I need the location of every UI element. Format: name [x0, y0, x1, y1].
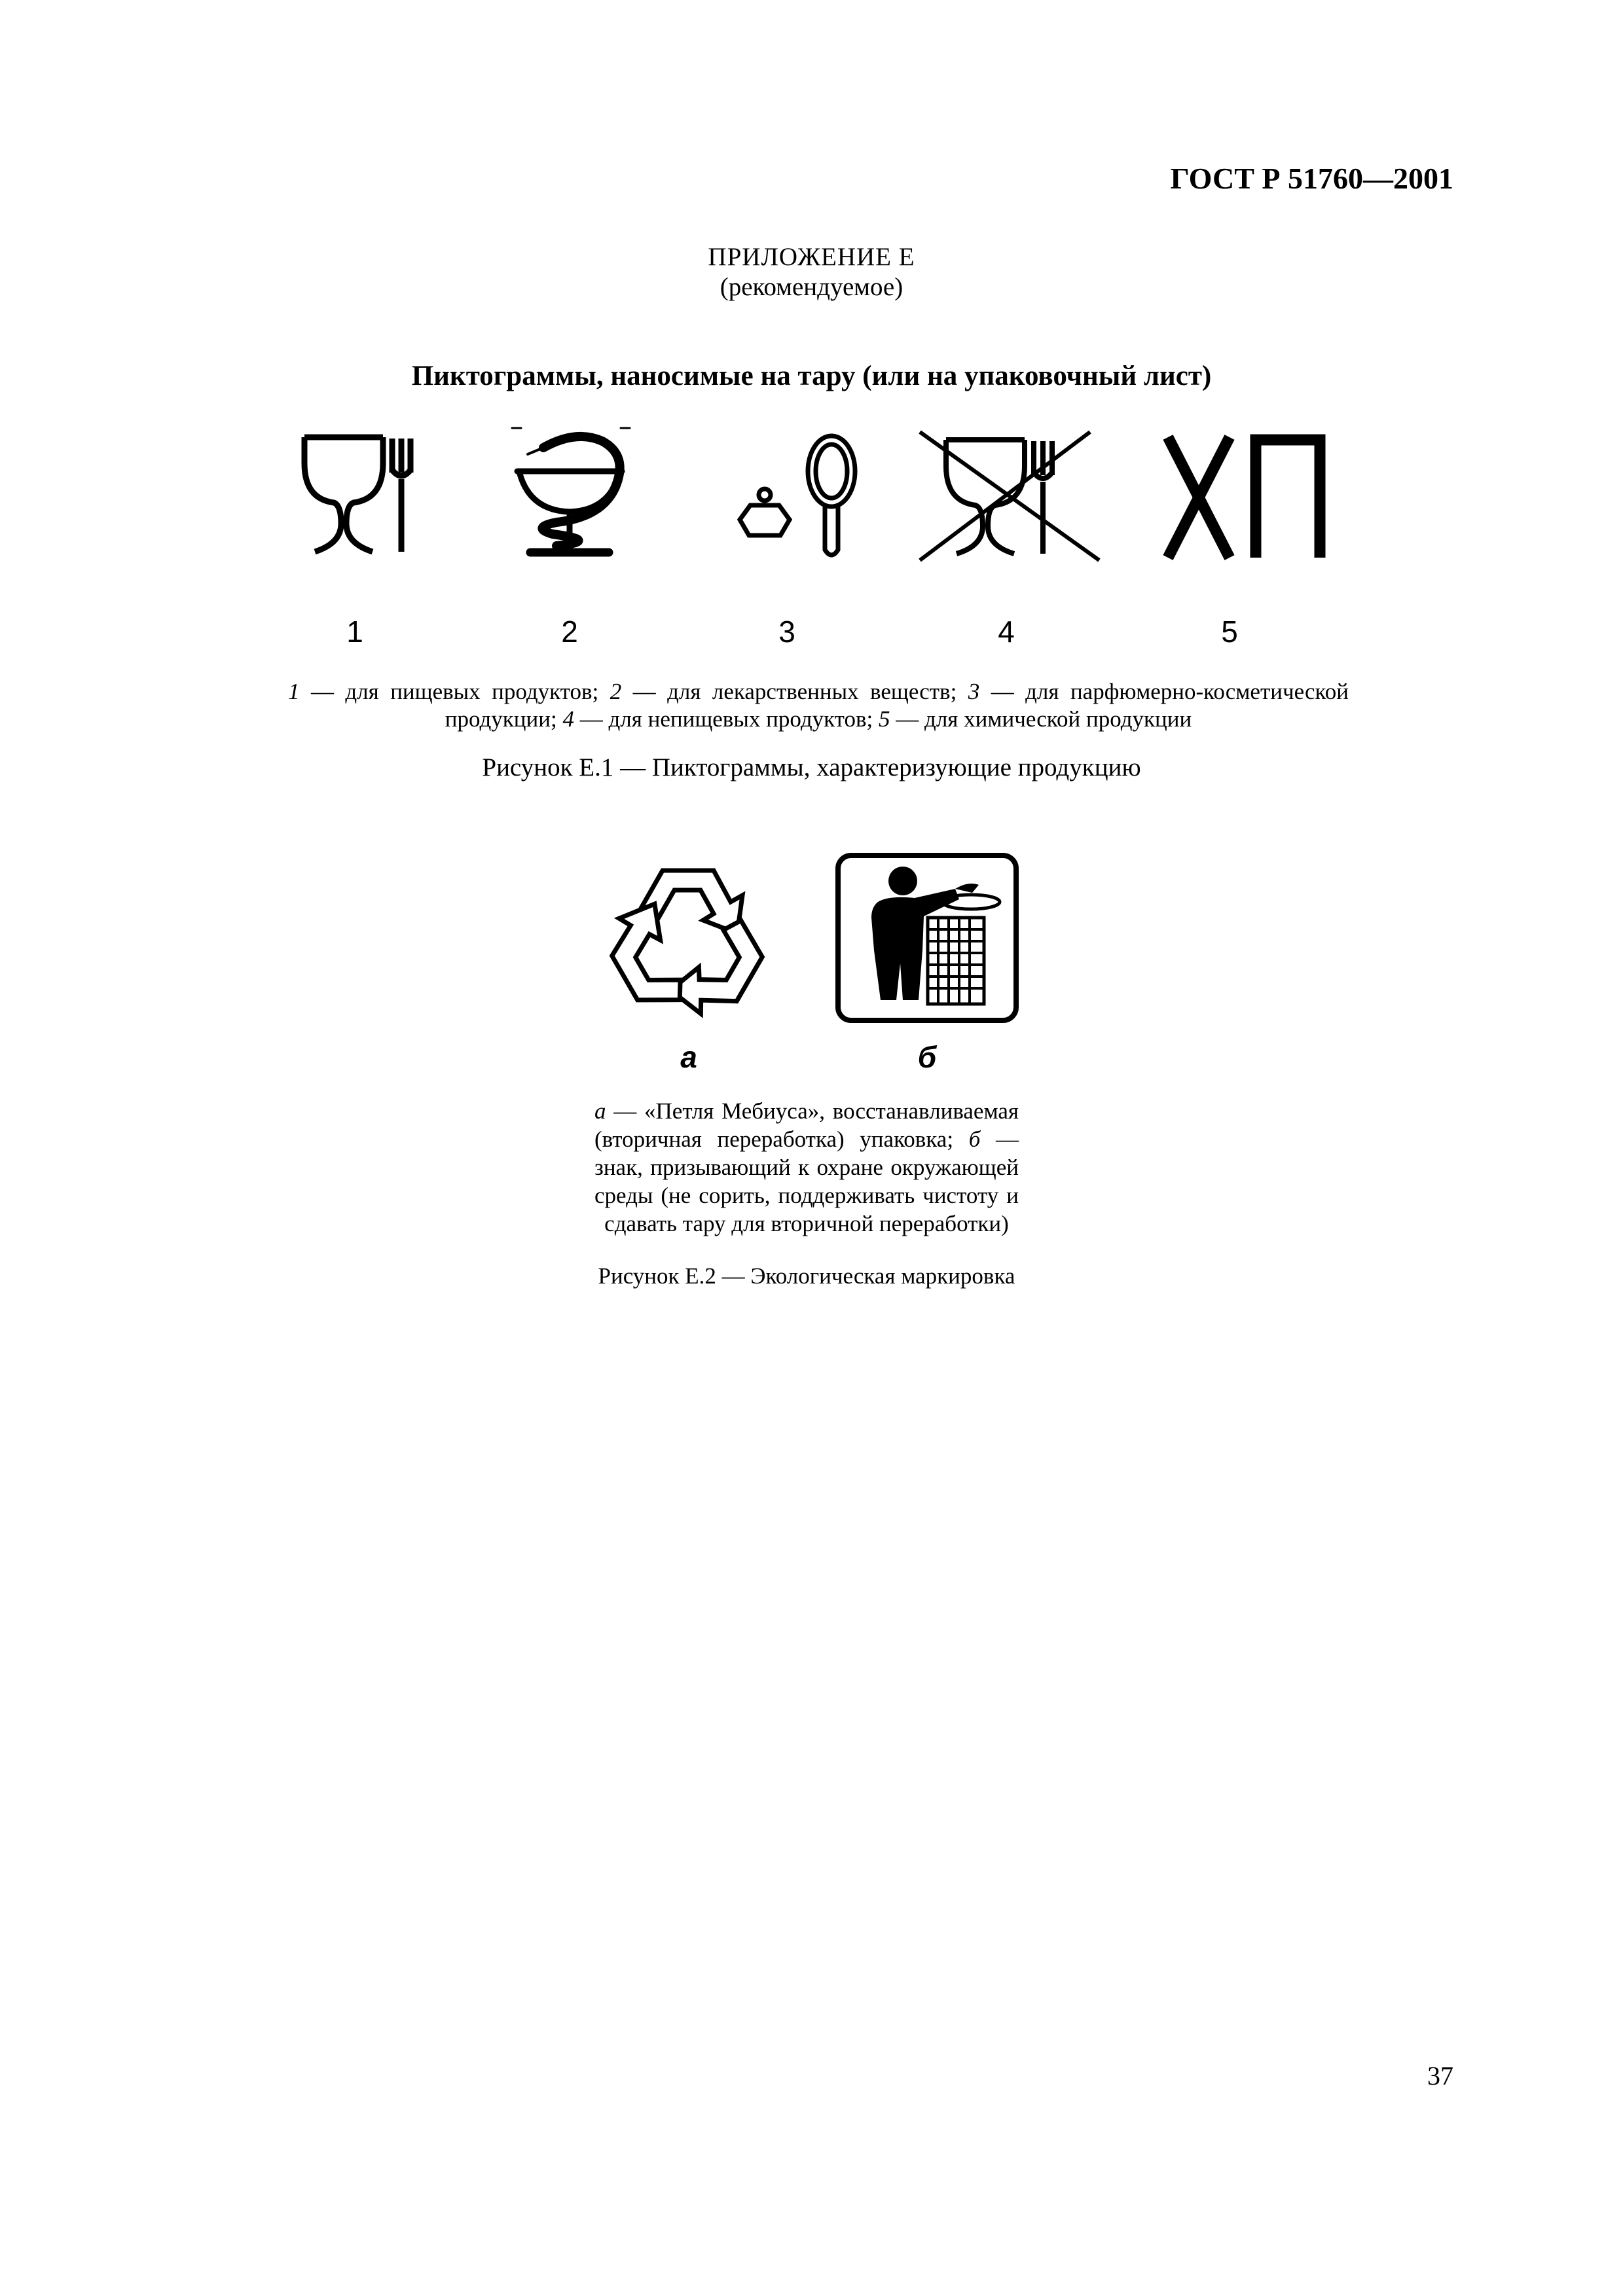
caption-key: 5: [879, 706, 890, 732]
caption-key: б: [968, 1126, 981, 1152]
pictogram-number: 4: [998, 615, 1015, 649]
crossed-glass-fork-icon: [913, 425, 1110, 569]
hp-letters-icon: [1159, 432, 1329, 563]
standard-number: ГОСТ Р 51760—2001: [1170, 162, 1453, 195]
caption-text: — для лекарственных веществ;: [621, 679, 968, 704]
bowl-snake-icon: [504, 419, 655, 563]
pictogram-number: 1: [346, 615, 363, 649]
glass-fork-icon: [298, 432, 429, 563]
figure-e2-letter-b: б: [917, 1040, 937, 1074]
figure-e2-letter-a: а: [680, 1040, 697, 1074]
caption-text: — для непищевых продуктов;: [574, 706, 879, 732]
caption-key: а: [594, 1098, 606, 1124]
pictogram-number: 3: [778, 615, 795, 649]
tidy-man-icon: [835, 852, 1019, 1024]
page-number: 37: [1427, 2061, 1453, 2090]
figure-e1-caption: [288, 678, 1349, 733]
caption-text: — знак, призывающий к охране окружающей среды (не сорить, поддерживать чистоту и сдавать тару для вторичной переработки): [594, 1126, 1019, 1236]
caption-key: 4: [562, 706, 574, 732]
perfume-mirror-icon: [733, 432, 871, 563]
caption-text: — для пищевых продуктов;: [299, 679, 610, 704]
caption-text: — «Петля Мебиуса», восстанавливаемая (вторичная переработка) упаковка;: [594, 1098, 1019, 1152]
caption-key: 2: [610, 679, 622, 704]
section-title: Пиктограммы, наносимые на тару (или на упаковочный лист): [411, 361, 1212, 391]
pictogram-number: 2: [561, 615, 578, 649]
figure-e1-title: Рисунок Е.1 — Пиктограммы, характеризующие продукцию: [482, 753, 1141, 781]
recycling-loop-icon: [596, 851, 779, 1024]
caption-key: 3: [968, 679, 980, 704]
appendix-title: ПРИЛОЖЕНИЕ Е: [708, 243, 915, 271]
appendix-subtitle: (рекомендуемое): [720, 273, 903, 301]
pictogram-number: 5: [1221, 615, 1238, 649]
caption-text: — для химической продукции: [890, 706, 1192, 732]
figure-e2-title: Рисунок Е.2 — Экологическая маркировка: [598, 1263, 1015, 1289]
caption-key: 1: [288, 679, 300, 704]
caption-text: — для парфюмерно-косметической продукции;: [445, 679, 1349, 732]
figure-e2-caption: [594, 1097, 1019, 1238]
